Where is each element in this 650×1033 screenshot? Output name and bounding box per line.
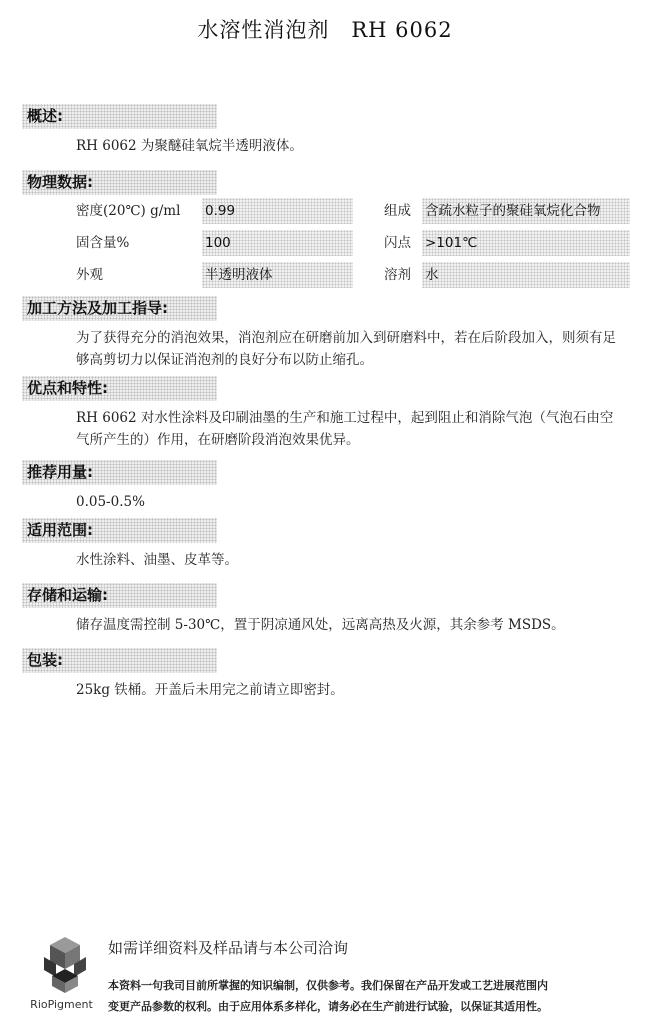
section-heading: 物理数据: bbox=[22, 170, 217, 195]
section-text: 为了获得充分的消泡效果，消泡剂应在研磨前加入到研磨料中，若在后阶段加入，则须有足够高剪切力以保证消泡剂的良好分布以防止缩孔。 bbox=[76, 330, 616, 368]
section-features bbox=[22, 376, 632, 451]
property-label: 组成 bbox=[384, 203, 411, 219]
property-value: 0.99 bbox=[202, 198, 353, 224]
section-text: 储存温度需控制 5-30℃，置于阴凉通风处，远离高热及火源，其余参考 MSDS。 bbox=[76, 617, 565, 633]
section-heading: 适用范围: bbox=[22, 518, 217, 543]
section-text: 25kg 铁桶。开盖后未用完之前请立即密封。 bbox=[76, 682, 344, 698]
section-overview bbox=[22, 104, 632, 157]
physical-data-table bbox=[22, 198, 632, 298]
disclaimer bbox=[108, 975, 638, 1017]
property-value: 水 bbox=[422, 262, 630, 288]
property-value: 半透明液体 bbox=[202, 262, 353, 288]
property-label: 密度(20℃) g/ml bbox=[76, 203, 181, 219]
brand-name: RioPigment bbox=[30, 998, 93, 1011]
section-applications bbox=[22, 518, 632, 571]
section-text: RH 6062 对水性涂料及印刷油墨的生产和施工过程中，起到阻止和消除气泡（气泡石由空气所产生的）作用，在研磨阶段消泡效果优异。 bbox=[76, 410, 614, 448]
property-value: >101℃ bbox=[422, 230, 630, 256]
section-processing bbox=[22, 296, 632, 371]
section-text: 水性涂料、油墨、皮革等。 bbox=[76, 552, 238, 568]
section-heading: 包装: bbox=[22, 648, 217, 673]
section-packaging bbox=[22, 648, 632, 701]
footer bbox=[0, 925, 650, 1033]
section-heading: 加工方法及加工指导: bbox=[22, 296, 217, 321]
section-heading: 推荐用量: bbox=[22, 460, 217, 485]
company-logo-icon bbox=[30, 935, 100, 995]
section-dosage bbox=[22, 460, 632, 513]
disclaimer-line: 本资料一句我司目前所掌握的知识编制，仅供参考。我们保留在产品开发或工艺进展范围内 bbox=[108, 979, 548, 992]
section-storage bbox=[22, 583, 632, 636]
section-physical-data bbox=[22, 170, 632, 298]
property-label: 外观 bbox=[76, 267, 103, 283]
property-value: 含疏水粒子的聚硅氧烷化合物 bbox=[422, 198, 630, 224]
section-heading: 优点和特性: bbox=[22, 376, 217, 401]
property-value: 100 bbox=[202, 230, 353, 256]
section-text: 0.05-0.5% bbox=[76, 494, 145, 510]
property-label: 固含量% bbox=[76, 235, 130, 251]
section-heading: 概述: bbox=[22, 104, 217, 129]
section-heading: 存储和运输: bbox=[22, 583, 217, 608]
contact-text: 如需详细资料及样品请与本公司洽询 bbox=[108, 939, 349, 957]
property-label: 溶剂 bbox=[384, 267, 411, 283]
page-title: 水溶性消泡剂 RH 6062 bbox=[197, 18, 453, 42]
disclaimer-line: 变更产品参数的权利。由于应用体系多样化，请务必在生产前进行试验，以保证其适用性。 bbox=[108, 1000, 548, 1013]
property-label: 闪点 bbox=[384, 235, 411, 251]
section-text: RH 6062 为聚醚硅氧烷半透明液体。 bbox=[76, 138, 303, 154]
